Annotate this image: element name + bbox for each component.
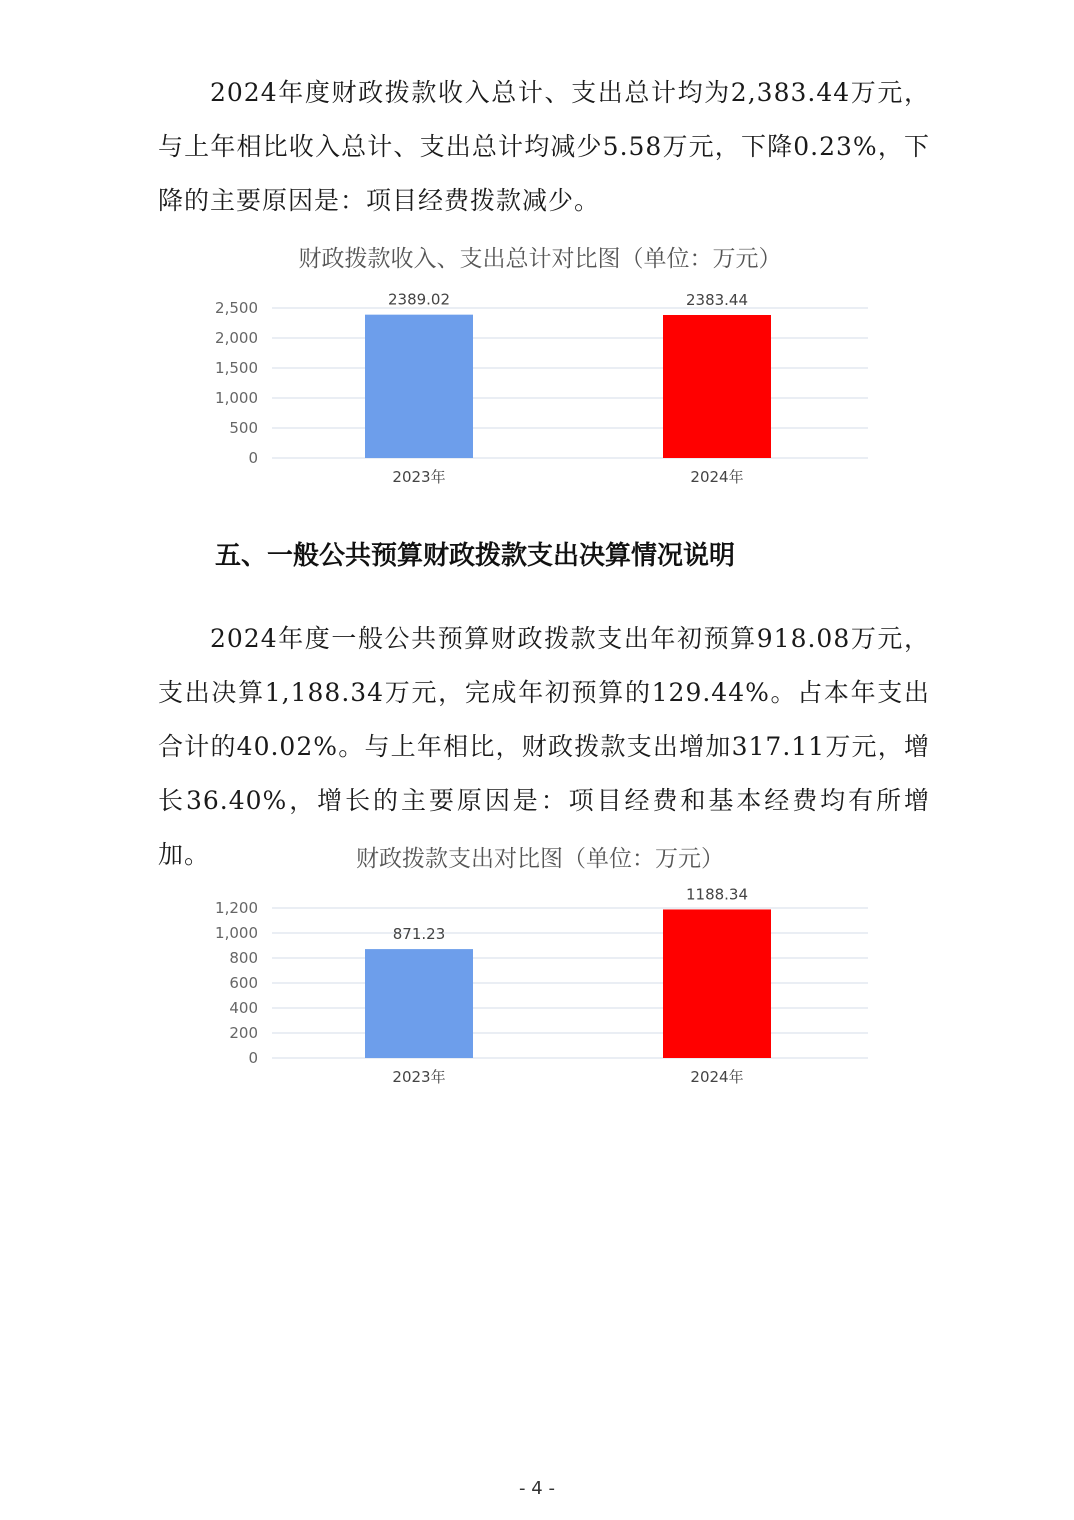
y-tick-label: 2,000 xyxy=(215,329,258,347)
section-heading: 五、一般公共预算财政拨款支出决算情况说明 xyxy=(215,541,736,571)
bar-2024年 xyxy=(663,315,771,458)
chart-expenditure-comparison xyxy=(190,836,890,1096)
paragraph-1-text: 2024年度财政拨款收入总计、支出总计均为2,383.44万元，与上年相比收入总计、支出总计均减少5.58万元，下降0.23%，下降的主要原因是：项目经费拨款减少。 xyxy=(158,78,930,215)
data-label: 871.23 xyxy=(392,925,446,944)
paragraph-total-revenue-expenditure xyxy=(158,66,930,228)
page-number: - 4 - xyxy=(519,1478,555,1499)
x-tick-label: 2024年 xyxy=(690,1068,744,1086)
bar-2024年 xyxy=(663,909,771,1058)
y-tick-label: 0 xyxy=(248,449,258,467)
y-tick-label: 400 xyxy=(229,999,258,1017)
data-label: 2389.02 xyxy=(387,290,451,309)
x-tick-label: 2023年 xyxy=(392,1068,446,1086)
y-tick-label: 600 xyxy=(229,974,258,992)
chart-expenditure-comparison-svg xyxy=(190,836,890,1096)
chart-total-comparison xyxy=(190,236,890,496)
chart-title: 财政拨款收入、支出总计对比图（单位：万元） xyxy=(298,246,782,272)
data-label: 2383.44 xyxy=(685,290,749,309)
y-tick-label: 1,500 xyxy=(215,359,258,377)
y-tick-label: 200 xyxy=(229,1024,258,1042)
y-tick-label: 800 xyxy=(229,949,258,967)
chart-title: 财政拨款支出对比图（单位：万元） xyxy=(356,846,724,872)
y-tick-label: 2,500 xyxy=(215,299,258,317)
y-tick-label: 1,200 xyxy=(215,899,258,917)
x-tick-label: 2024年 xyxy=(690,468,744,486)
y-tick-label: 0 xyxy=(248,1049,258,1067)
bar-2023年 xyxy=(365,315,473,458)
y-tick-label: 500 xyxy=(229,419,258,437)
x-tick-label: 2023年 xyxy=(392,468,446,486)
y-tick-label: 1,000 xyxy=(215,389,258,407)
bar-2023年 xyxy=(365,949,473,1058)
y-tick-label: 1,000 xyxy=(215,924,258,942)
data-label: 1188.34 xyxy=(685,885,749,904)
chart-total-comparison-svg xyxy=(190,236,890,496)
paragraph-2-text: 2024年度一般公共预算财政拨款支出年初预算918.08万元，支出决算1,188.34万元，完成年初预算的129.44%。占本年支出合计的40.02%。与上年相比，财政拨款支出增加317.11万元，增长36.40%，增长的主要原因是：项目经费和基本经费均有所增加。 xyxy=(158,624,930,869)
